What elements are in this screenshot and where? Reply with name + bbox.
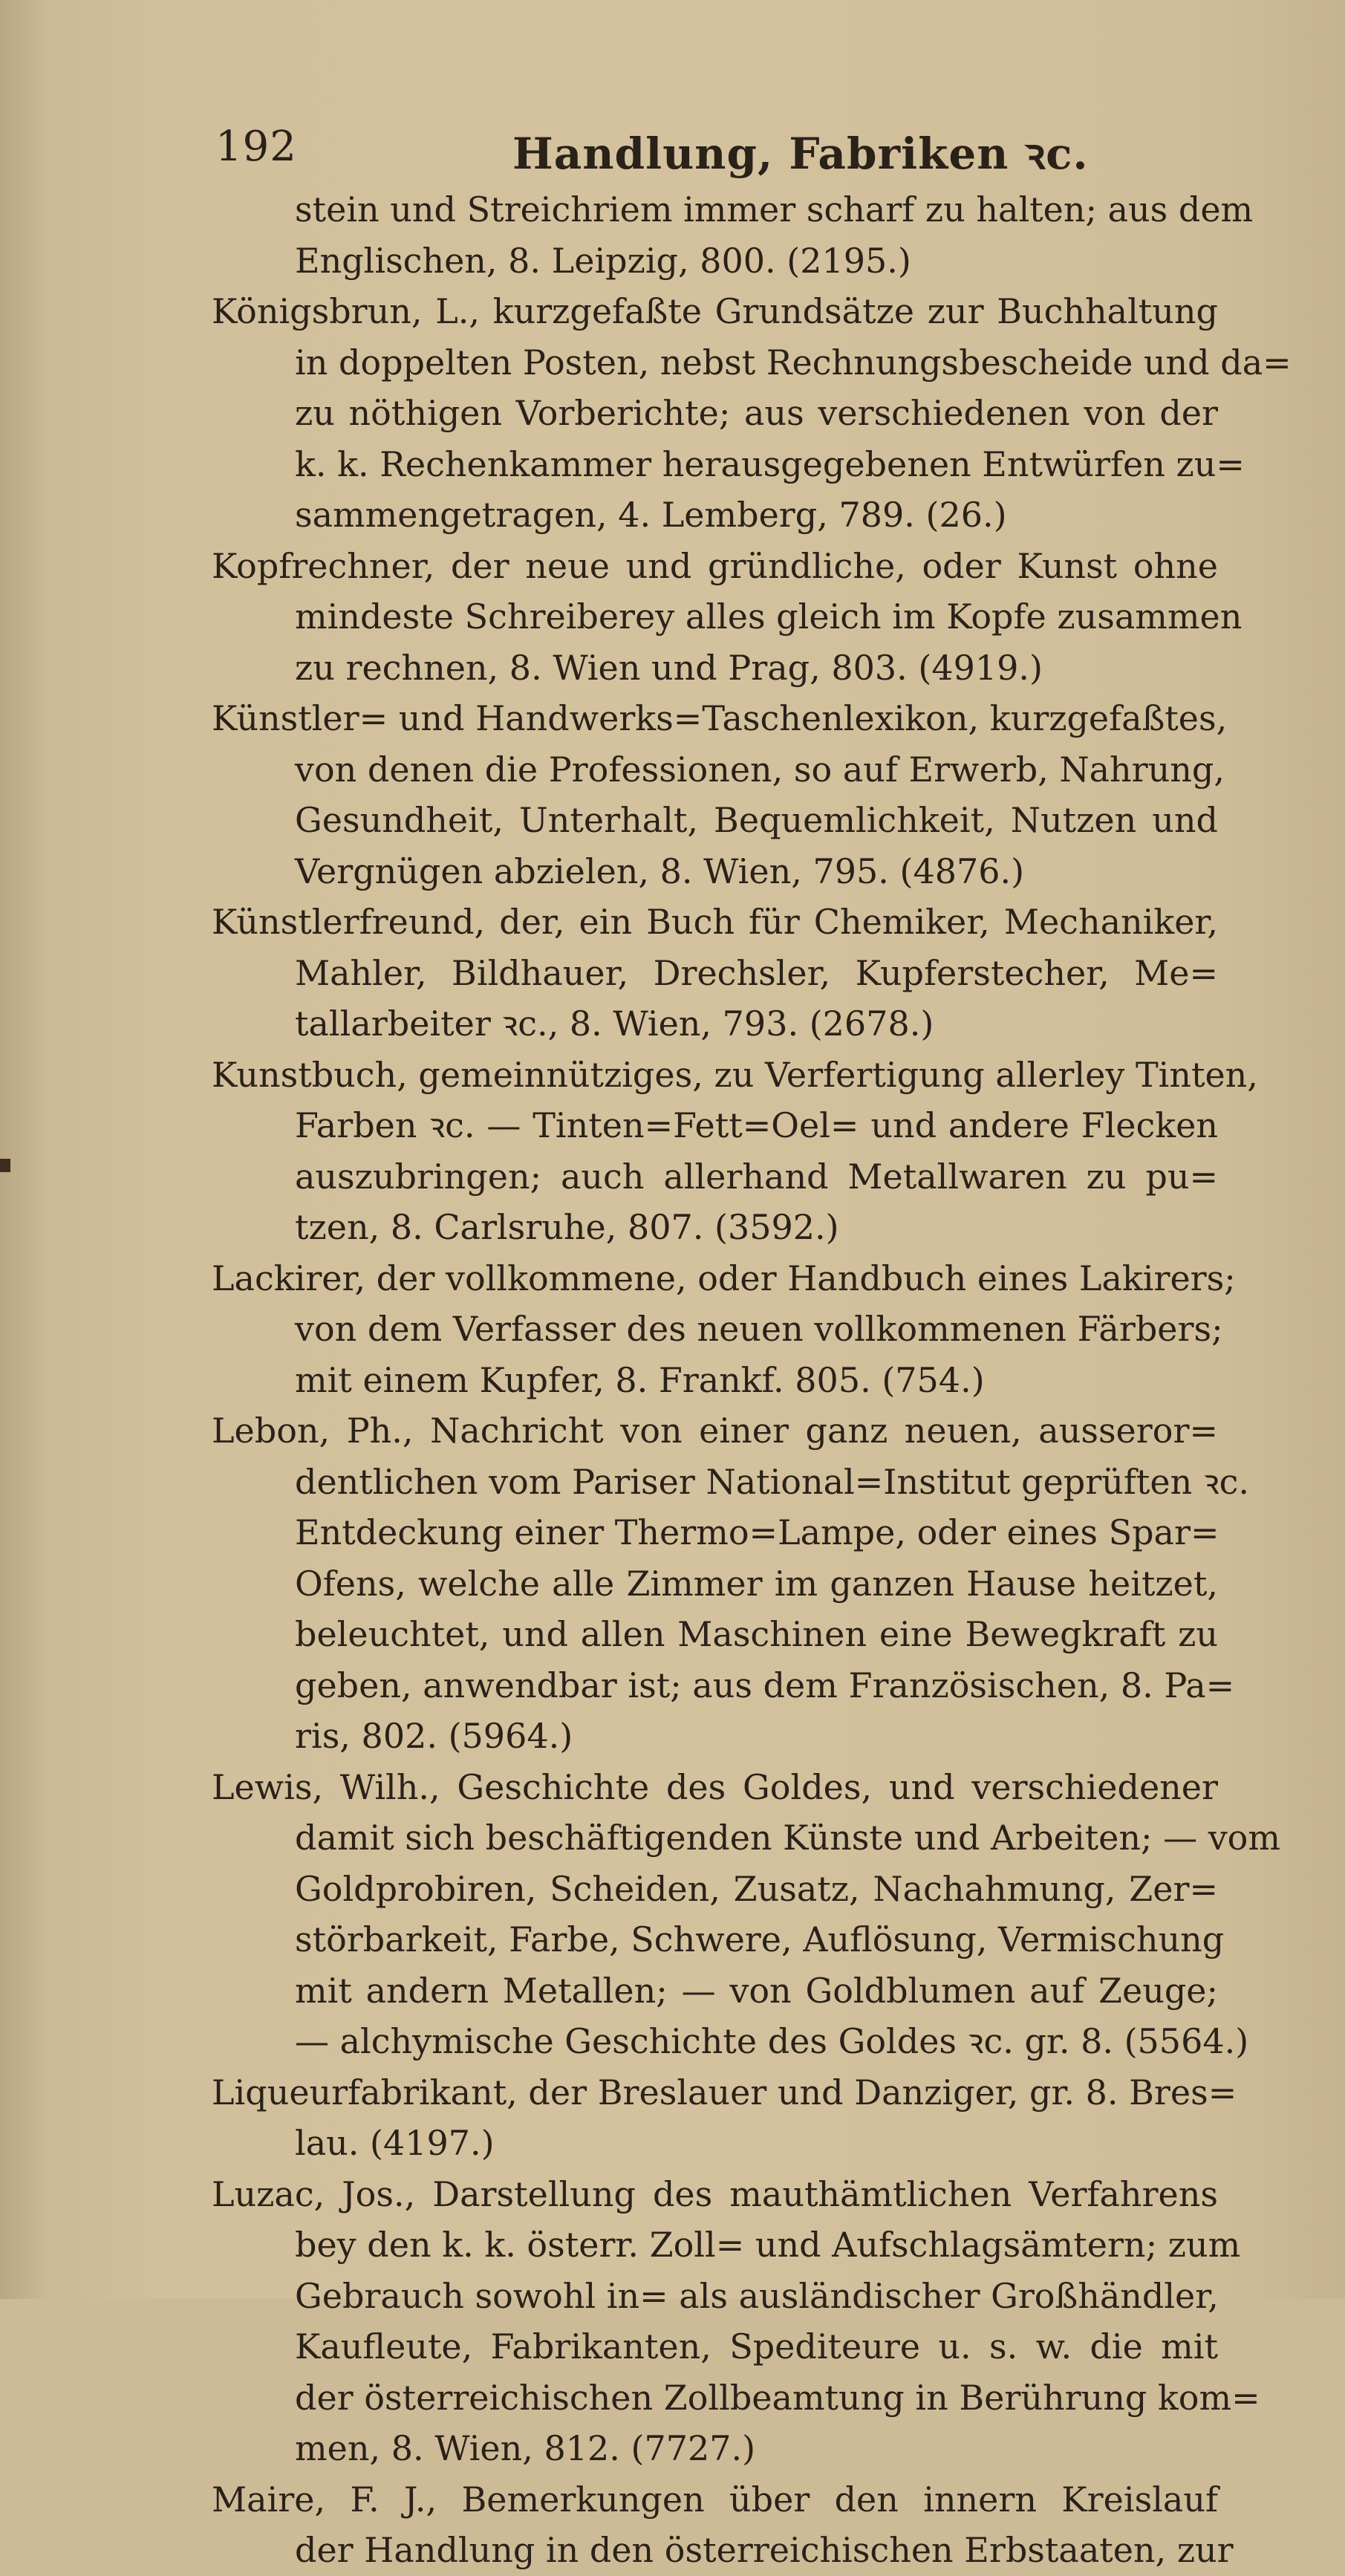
entry-line: dentlichen vom Pariser National=Institut geprüften ꝛc. (295, 1461, 1250, 1502)
entry-kuenstlerfreund (212, 897, 1218, 1050)
entry-line: Englischen, 8. Leipzig, 800. (2195.) (295, 240, 911, 281)
entry-line: Vergnügen abzielen, 8. Wien, 795. (4876.) (295, 850, 1025, 891)
entry-line: stein und Streichriem immer scharf zu halten; aus dem (295, 189, 1254, 230)
entry-first-line: Kopfrechner, der neue und gründliche, oder Kunst ohne (212, 545, 1218, 586)
entry-line: mit andern Metallen; — von Goldblumen auf Zeuge; (295, 1970, 1218, 2011)
entry-line: mindeste Schreiberey alles gleich im Kopfe zusammen (295, 596, 1243, 637)
entry-line: Mahler, Bildhauer, Drechsler, Kupferstecher, Me= (295, 952, 1218, 993)
entry-line: men, 8. Wien, 812. (7727.) (295, 2428, 756, 2468)
entry-line: k. k. Rechenkammer herausgegebenen Entwürfen zu= (295, 443, 1245, 484)
entry-line: bey den k. k. österr. Zoll= und Aufschlagsämtern; zum (295, 2225, 1241, 2265)
entry-line: der Handlung in den österreichischen Erbstaaten, zur (295, 2530, 1234, 2570)
entry-lebon (212, 1405, 1250, 1762)
entry-maire (212, 2474, 1234, 2576)
entry-line: beleuchtet, und allen Maschinen eine Bewegkraft zu (295, 1614, 1218, 1654)
entry-line: zu nöthigen Vorberichte; aus verschiedenen von der (295, 393, 1218, 433)
entry-first-line: Luzac, Jos., Darstellung des mauthämtlichen Verfahrens (212, 2173, 1218, 2214)
entry-first-line: Lackirer, der vollkommene, oder Handbuch eines Lakirers; (212, 1258, 1236, 1298)
entry-line: sammengetragen, 4. Lemberg, 789. (26.) (295, 495, 1007, 535)
entry-line: Entdeckung einer Thermo=Lampe, oder eines Spar= (295, 1512, 1219, 1552)
entry-line: damit sich beschäftigenden Künste und Arbeiten; — vom (295, 1818, 1280, 1858)
entry-line: zu rechnen, 8. Wien und Prag, 803. (4919.) (295, 647, 1043, 688)
entry-line: Gesundheit, Unterhalt, Bequemlichkeit, Nutzen und (295, 800, 1218, 840)
running-title: Handlung, Fabriken ꝛc. (512, 129, 1089, 179)
entry-first-line: Kunstbuch, gemeinnütziges, zu Verfertigung allerley Tinten, (212, 1054, 1258, 1095)
entry-line: störbarkeit, Farbe, Schwere, Auflösung, Vermischung (295, 1919, 1225, 1959)
entry-line: tallarbeiter ꝛc., 8. Wien, 793. (2678.) (295, 1004, 934, 1044)
entry-line: auszubringen; auch allerhand Metallwaren zu pu= (295, 1156, 1218, 1197)
entry-kopfrechner (212, 541, 1243, 694)
entry-line: der österreichischen Zollbeamtung in Berührung kom= (295, 2377, 1260, 2418)
entry-first-line: Liqueurfabrikant, der Breslauer und Danziger, gr. 8. Bres= (212, 2072, 1237, 2112)
entry-line: ris, 802. (5964.) (295, 1716, 573, 1756)
entry-first-line: Künstler= und Handwerks=Taschenlexikon, kurzgefaßtes, (212, 698, 1228, 738)
entry-lackirer (212, 1253, 1236, 1406)
entry-first-line: Künstlerfreund, der, ein Buch für Chemiker, Mechaniker, (212, 902, 1218, 942)
entry-first-line: Maire, F. J., Bemerkungen über den innern Kreislauf (212, 2479, 1218, 2520)
entry-line: mit einem Kupfer, 8. Frankf. 805. (754.) (295, 1359, 985, 1400)
entry-line: Kaufleute, Fabrikanten, Spediteure u. s. w. die mit (295, 2326, 1218, 2367)
entry-liqueurfabrikant (212, 2067, 1237, 2169)
page-header (215, 123, 1240, 189)
entry-first-line: Königsbrun, L., kurzgefaßte Grundsätze zur Buchhaltung (212, 291, 1218, 331)
page-number: 192 (215, 123, 297, 171)
entry-line: tzen, 8. Carlsruhe, 807. (3592.) (295, 1207, 839, 1247)
entry-line: Gebrauch sowohl in= als ausländischer Großhändler, (295, 2275, 1219, 2316)
page-edge-mark (0, 1159, 10, 1172)
entry-koenigsbrun (212, 286, 1292, 541)
entry-line: von dem Verfasser des neuen vollkommenen Färbers; (295, 1309, 1223, 1349)
entry-luzac (212, 2169, 1260, 2474)
entry-line: Goldprobiren, Scheiden, Zusatz, Nachahmung, Zer= (295, 1868, 1218, 1909)
catalog-entries (212, 184, 1292, 2576)
entry-line: lau. (4197.) (295, 2123, 495, 2163)
entry-line: von denen die Professionen, so auf Erwerb, Nahrung, (295, 749, 1225, 790)
entry-continuation (212, 184, 1254, 286)
entry-kunstbuch (212, 1050, 1258, 1253)
entry-line: — alchymische Geschichte des Goldes ꝛc. gr. 8. (5564.) (295, 2021, 1249, 2061)
entry-lewis (212, 1762, 1280, 2067)
entry-line: in doppelten Posten, nebst Rechnungsbescheide und da= (295, 342, 1292, 383)
entry-line: Farben ꝛc. — Tinten=Fett=Oel= und andere Flecken (295, 1105, 1218, 1145)
entry-kuenstler-lexikon (212, 693, 1228, 897)
entry-first-line: Lewis, Wilh., Geschichte des Goldes, und verschiedener (212, 1766, 1218, 1807)
entry-line: geben, anwendbar ist; aus dem Französischen, 8. Pa= (295, 1665, 1235, 1705)
entry-first-line: Lebon, Ph., Nachricht von einer ganz neuen, ausseror= (212, 1411, 1218, 1451)
entry-line: Ofens, welche alle Zimmer im ganzen Hause heitzet, (295, 1563, 1218, 1604)
